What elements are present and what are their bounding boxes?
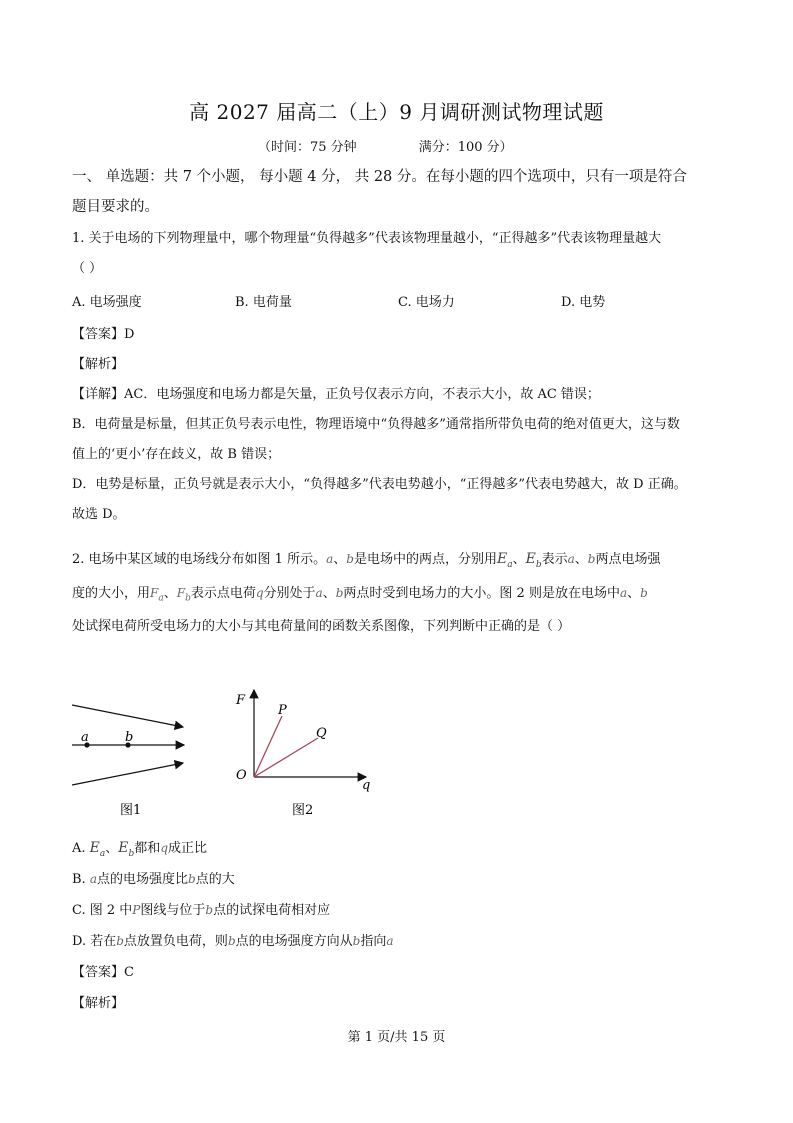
section-line-2: 题目要求的。 <box>72 199 159 215</box>
q1-detail-5: 故选 D。 <box>72 507 126 522</box>
q1-detail-2: B．电荷量是标量，但其正负号表示电性，物理语境中“负得越多”通常指所带负电荷的绝对值更大，这与数 <box>72 417 680 432</box>
q2-option-c[interactable]: C. 图 2 中P图线与位于b点的试探电荷相对应 <box>72 903 331 918</box>
q1-detail-3: 值上的‘更小’存在歧义，故 B 错误； <box>72 447 281 462</box>
page-title: 高 2027 届高二（上）9 月调研测试物理试题 <box>189 100 604 124</box>
exam-full-score: 满分：100 分） <box>418 140 513 155</box>
symbol-Ea: $E_a$ <box>496 551 513 570</box>
symbol-a: a <box>326 552 334 566</box>
q1-detail-4: D．电势是标量，正负号就是表示大小，“负得越多”代表电势越小，“正得越多”代表电势越大，故 D 正确。 <box>72 477 687 492</box>
question-2 <box>72 542 722 644</box>
section-line-1: 一、 单选题：共 7 个小题， 每小题 4 分， 共 28 分。在每小题的四个选项中，只有一项是符合 <box>72 169 687 185</box>
line-P-label: P <box>278 703 287 718</box>
q1-option-c[interactable]: C. 电场力 <box>398 295 455 310</box>
section-heading <box>72 162 722 222</box>
figure-2-caption: 图2 <box>292 803 314 818</box>
origin-label: O <box>236 768 247 783</box>
point-b-label: b <box>125 730 134 745</box>
symbol-b: b <box>346 552 354 566</box>
q1-stem-line-1: 1. 关于电场的下列物理量中，哪个物理量“负得越多”代表该物理量越小，“正得越多”代表该物理量越大 <box>72 231 662 246</box>
field-line-bottom <box>72 763 183 785</box>
question-1 <box>72 224 722 530</box>
exam-time: （时间：75 分钟 <box>258 140 357 155</box>
q2-options-block <box>72 833 722 1019</box>
q2-analysis-label: 【解析】 <box>72 996 125 1011</box>
figure-1-caption: 图1 <box>120 803 142 818</box>
q1-option-d[interactable]: D. 电势 <box>561 295 606 310</box>
point-a-label: a <box>81 730 89 745</box>
q2-option-b[interactable]: B. a点的电场强度比b点的大 <box>72 872 235 887</box>
axis-q-label: q <box>362 778 371 793</box>
q1-answer: 【答案】D <box>72 327 135 342</box>
axis-F-label: F <box>236 693 246 708</box>
q2-stem-line-1: 2. 电场中某区域的电场线分布如图 1 所示。a、b是电场中的两点，分别用$E_a$、$E_b$表示a、b两点电场强 <box>72 551 661 570</box>
q2-option-a[interactable]: A. $E_a$、$E_b$都和q成正比 <box>72 840 208 859</box>
q2-stem-line-3: 处试探电荷所受电场力的大小与其电荷量间的函数关系图像，下列判断中正确的是（ ） <box>72 619 571 634</box>
symbol-Fb: $F_b$ <box>176 586 191 604</box>
q2-stem-line-2: 度的大小，用$F_a$、$F_b$表示点电荷q分别处于a、b两点时受到电场力的大小。图 2 则是放在电场中a、b <box>72 586 648 604</box>
q2-option-d[interactable]: D. 若在b点放置负电荷，则b点的电场强度方向从b指向a <box>72 934 394 949</box>
q1-stem-line-2: （ ） <box>72 261 103 276</box>
symbol-q: q <box>255 586 264 600</box>
q1-detail-1: 【详解】AC．电场强度和电场力都是矢量，正负号仅表示方向，不表示大小，故 AC 错误； <box>72 387 600 402</box>
q2-answer: 【答案】C <box>72 965 134 980</box>
field-line-top <box>72 705 183 727</box>
line-Q-label: Q <box>316 726 327 741</box>
q1-options <box>72 288 722 318</box>
symbol-Fa: $F_a$ <box>150 586 164 604</box>
page-footer: 第 1 页/共 15 页 <box>347 1030 446 1045</box>
q1-analysis-label: 【解析】 <box>72 357 125 372</box>
q2-figures <box>60 680 400 820</box>
exam-info <box>258 136 513 155</box>
q1-option-b[interactable]: B. 电荷量 <box>235 295 292 310</box>
q1-option-a[interactable]: A. 电场强度 <box>72 295 142 310</box>
symbol-Eb: $E_b$ <box>525 551 542 570</box>
figure-1-field-lines <box>72 705 184 818</box>
figure-2-graph <box>235 690 370 818</box>
